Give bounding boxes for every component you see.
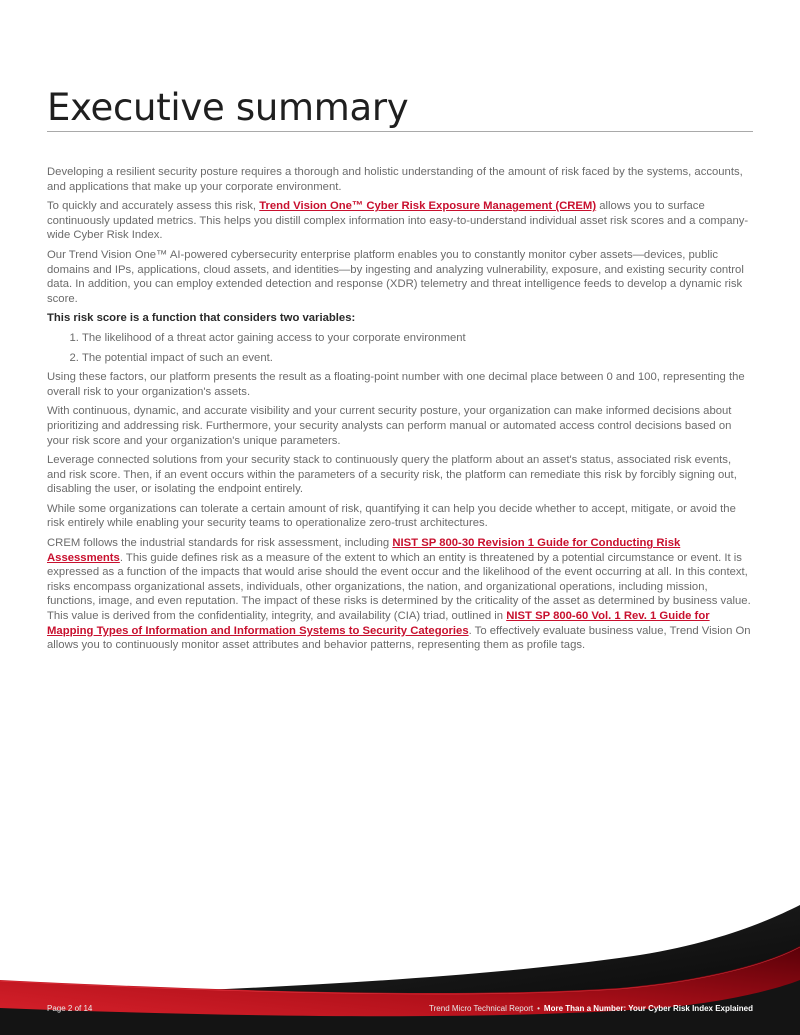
footer-document-info [429,1004,753,1013]
paragraph-text: . This guide defines risk as a measure of the extent to which an entity is threatened by a potential circumstance or event. It is expressed as a function of the impacts that would arise should the event occur and the likelihood of the event occurring at all. In this context, risks encompass organizational assets, individuals, other organizations, the nation, and organizational operations, including mission, functions, image, and even reputation. The impact of these risks is determined by the criticality of the asset as determined by business value. This value is derived from the confidentiality, integrity, and availability (CIA) triad, outlined in [47,551,751,623]
paragraph-tolerance: While some organizations can tolerate a certain amount of risk, quantifying it can help you decide whether to accept, mitigate, or avoid the risk entirely while enabling your security teams to operationalize zero-trust architectures. [47,502,736,530]
risk-score-heading: This risk score is a function that considers two variables: [47,312,356,325]
nist-800-60-link[interactable]: NIST SP 800-60 Vol. 1 Rev. 1 Guide for Mapping Types of Information and Information Systems to Security Categories [47,610,710,637]
footer-report-label: Trend Micro Technical Report [429,1004,534,1013]
page-number: Page 2 of 14 [47,1004,93,1013]
paragraph-text: To quickly and accurately assess this risk, [47,200,260,213]
page-title: Executive summary [47,86,409,129]
nist-800-30-link[interactable]: NIST SP 800-30 Revision 1 Guide for Conducting Risk Assessments [47,537,681,564]
paragraph-intro: Developing a resilient security posture requires a thorough and holistic understanding of the amount of risk faced by the systems, accounts, and applications that make up your corporate environment. [47,166,743,193]
paragraph-text: . To effectively evaluate business value, Trend Vision On allows you to continuously monitor asset attributes and behavior patterns, representing them as profile tags. [47,624,751,652]
title-divider [47,131,753,132]
footer-document-title: More Than a Number: Your Cyber Risk Index Explained [543,1004,753,1013]
paragraph-text: CREM follows the industrial standards for risk assessment, including [47,537,393,550]
paragraph-leverage: Leverage connected solutions from your security stack to continuously query the platform about an asset's status, associated risk events, and risk score. Then, if an event occurs within the parameters of a security risk, the platform can remediate this risk by forcibly signing out, disabling the user, or isolating the endpoint entirely. [47,454,737,496]
paragraph-visibility: With continuous, dynamic, and accurate visibility and your current security posture, your organization can make informed decisions about prioritizing and addressing risk. Furthermore, your security analysts can perform manual or automated access control decisions based on your risk score and your organization's unique parameters. [47,405,732,447]
paragraph-crem [47,199,753,243]
document-body [47,165,753,658]
variables-list [47,331,753,365]
paragraph-factors: Using these factors, our platform presents the result as a floating-point number with one decimal place between 0 and 100, representing the overall risk to your organization's assets. [47,371,745,398]
list-item: 2. The potential impact of such an event. [82,351,753,366]
paragraph-standards [47,536,753,653]
crem-link[interactable]: Trend Vision One™ Cyber Risk Exposure Management (CREM) [259,200,597,213]
list-item: 1. The likelihood of a threat actor gaining access to your corporate environment [82,331,753,346]
paragraph-platform: Our Trend Vision One™ AI-powered cybersecurity enterprise platform enables you to constantly monitor cyber assets—devices, public domains and IPs, applications, cloud assets, and identities—by ingesting and analyzing vulnerability, exposure, and existing security control data. In addition, you can employ extended detection and response (XDR) telemetry and threat intelligence feeds to develop a dynamic risk score. [47,248,744,305]
footer-separator: • [537,1004,540,1013]
paragraph-text: allows you to surface continuously updated metrics. This helps you distill complex information into easy-to-understand individual asset risk scores and a company-wide Cyber Risk Index. [47,200,749,242]
